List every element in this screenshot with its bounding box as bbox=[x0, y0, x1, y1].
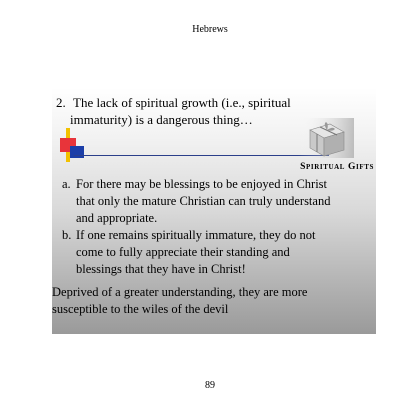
page-header: Hebrews bbox=[192, 24, 228, 35]
sub-point-line: blessings that they have in Christ! bbox=[76, 262, 246, 276]
conclusion-text bbox=[52, 284, 372, 318]
point-number: 2. bbox=[56, 95, 66, 110]
sub-point-line: that only the mature Christian can truly understand bbox=[76, 194, 331, 208]
decorative-squares-icon bbox=[54, 128, 94, 164]
sub-point-b bbox=[62, 227, 374, 278]
sub-point-letter: a. bbox=[62, 177, 71, 191]
sub-point-a bbox=[62, 176, 374, 227]
conclusion-line-1: Deprived of a greater understanding, they are more bbox=[52, 285, 308, 299]
sub-point-letter: b. bbox=[62, 228, 72, 242]
sub-point-line: and appropriate. bbox=[76, 211, 158, 225]
page-number: 89 bbox=[205, 380, 215, 391]
sub-point-list bbox=[62, 176, 374, 278]
conclusion-line-2: susceptible to the wiles of the devil bbox=[52, 302, 229, 316]
spiritual-gifts-label: Spiritual Gifts bbox=[300, 162, 374, 172]
sub-point-line: come to fully appreciate their standing and bbox=[76, 245, 290, 259]
point-line-1: The lack of spiritual growth (i.e., spiritual bbox=[73, 95, 291, 110]
sub-point-line: If one remains spiritually immature, they do not bbox=[76, 228, 316, 242]
gift-box-icon bbox=[290, 114, 356, 164]
sub-point-line: For there may be blessings to be enjoyed in Christ bbox=[76, 177, 328, 191]
slide bbox=[52, 88, 376, 334]
point-line-2: immaturity) is a dangerous thing… bbox=[70, 112, 253, 127]
